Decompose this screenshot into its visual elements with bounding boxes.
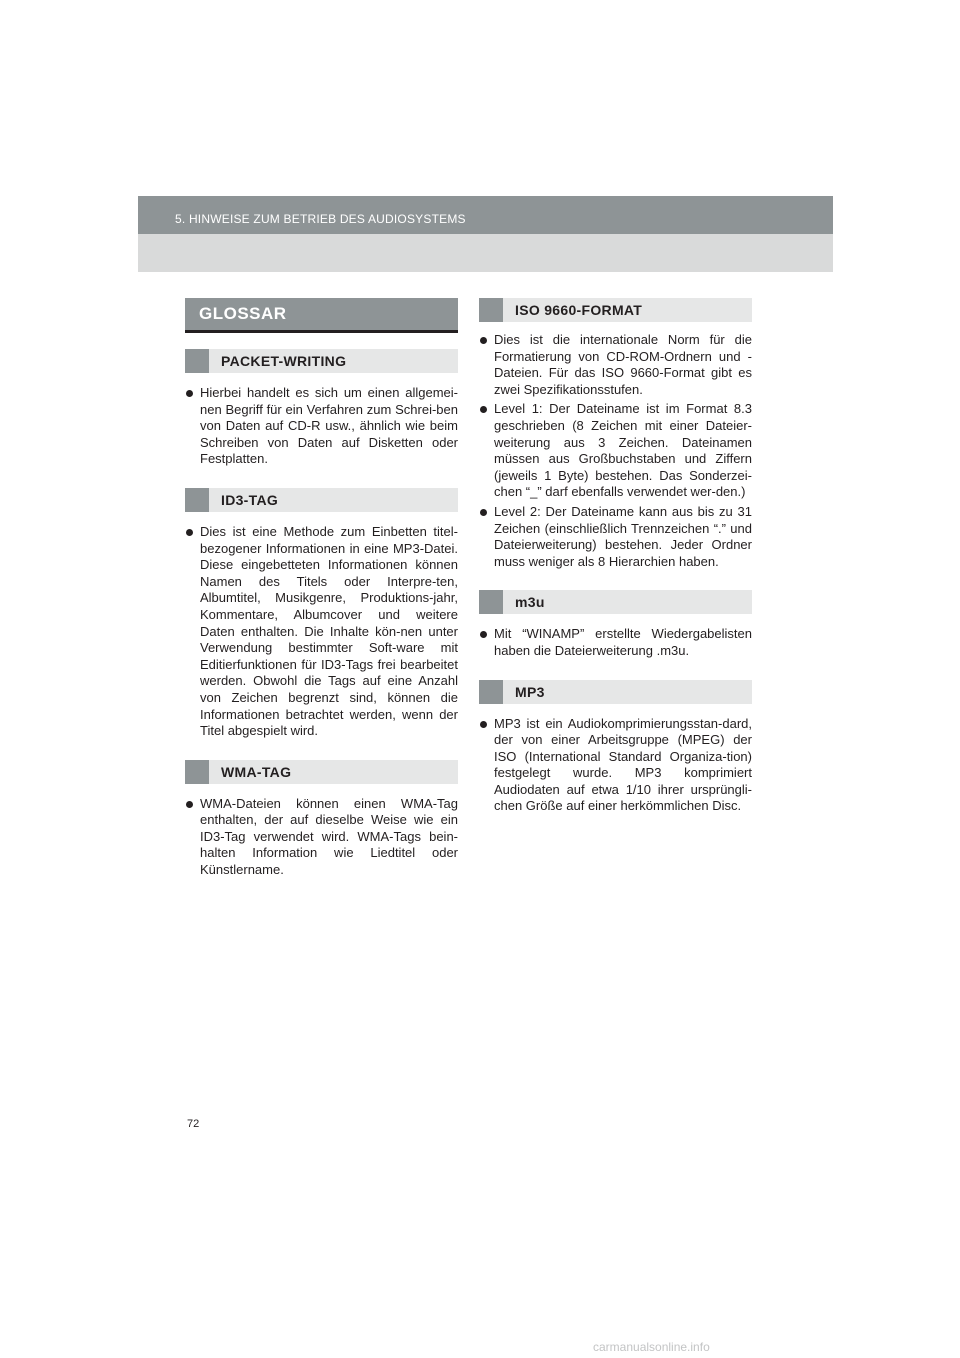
bullet-text: Level 1: Der Dateiname ist im Format 8.3 geschrieben (8 Zeichen mit einer Dateier-weiterung aus 3 Zeichen. Dateinamen müssen aus Großbuchstaben und Ziffern (jeweils 1 Byte) bestehen. Das Sonderzei-chen “_” darf ebenfalls verwendet wer-den.)	[494, 401, 752, 500]
heading-marker	[185, 488, 209, 512]
section-heading-label: MP3	[515, 683, 545, 700]
bullet-icon	[480, 337, 487, 344]
list-item	[479, 401, 752, 501]
bullet-text: Dies ist die internationale Norm für die Formatierung von CD-ROM-Ordnern und -Dateien. Für das ISO 9660-Format gibt es zwei Spezifikationsstufen.	[494, 332, 752, 397]
section-heading-packet-writing	[185, 349, 458, 373]
section-heading-m3u	[479, 590, 752, 614]
heading-marker	[479, 590, 503, 614]
bullet-icon	[480, 406, 487, 413]
list-item	[479, 626, 752, 659]
list-item	[479, 716, 752, 816]
heading-marker	[479, 298, 503, 322]
list-item	[479, 504, 752, 570]
heading-marker	[185, 349, 209, 373]
glossar-heading	[185, 298, 458, 333]
bullet-icon	[186, 529, 193, 536]
bullet-icon	[480, 509, 487, 516]
section-heading-label: ID3-TAG	[221, 491, 279, 508]
bullet-icon	[186, 390, 193, 397]
bullet-text: Hierbei handelt es sich um einen allgemei-nen Begriff für ein Verfahren zum Schrei-ben von Daten auf CD-R usw., ähnlich wie beim Schreiben von Daten auf Disketten oder Festplatten.	[200, 385, 458, 467]
bullet-text: WMA-Dateien können einen WMA-Tag enthalten, der auf dieselbe Weise wie ein ID3-Tag verwendet wird. WMA-Tags bein-halten Information wie Liedtitel oder Künstlername.	[200, 795, 458, 878]
bullet-text: Mit “WINAMP” erstellte Wiedergabelisten haben die Dateierweiterung .m3u.	[494, 626, 752, 658]
bullet-icon	[186, 801, 193, 808]
list-item	[479, 332, 752, 398]
list-item	[185, 385, 458, 468]
section-heading-mp3	[479, 680, 752, 704]
section-heading-label: m3u	[515, 594, 545, 611]
page-number: 72	[187, 1118, 200, 1130]
bullet-icon	[480, 721, 487, 728]
list-item	[185, 524, 458, 740]
heading-marker	[479, 680, 503, 704]
left-column	[185, 298, 458, 879]
section-heading-wma-tag	[185, 760, 458, 784]
section-heading-iso-9660	[479, 298, 752, 322]
section-heading-id3-tag	[185, 488, 458, 512]
section-heading-label: ISO 9660-FORMAT	[515, 302, 643, 318]
bullet-text: MP3 ist ein Audiokomprimierungsstan-dard, der von einer Arbeitsgruppe (MPEG) der ISO (International Standard Organiza-tion) festgelegt wurde. MP3 komprimiert Audiodaten auf etwa 1/10 ihrer ursprüngli-chen Größe auf einer herkömmlichen Disc.	[494, 715, 752, 814]
section-heading-label: WMA-TAG	[221, 763, 292, 780]
watermark: carmanualsonline.info	[593, 1340, 710, 1354]
section-heading-label: PACKET-WRITING	[221, 353, 347, 369]
right-column	[479, 298, 752, 815]
bullet-text: Dies ist eine Methode zum Einbetten titel-bezogener Informationen in eine MP3-Datei. Diese eingebetteten Informationen können Namen des Titels oder Interpre-ten, Albumtitel, Musikgenre, Produktions-jahr, Kommentare, Albumcover und weitere Daten enthalten. Die Inhalte kön-nen unter Verwendung bestimmter Soft-ware mit Editierfunktionen für ID3-Tags frei bearbeitet werden. Obwohl die Tags auf eine Anzahl von Zeichen begrenzt sind, können die Informationen betrachtet werden, wenn der Titel abgespielt wird.	[200, 523, 458, 739]
heading-marker	[185, 760, 209, 784]
chapter-header-band	[138, 196, 833, 272]
chapter-title: 5. HINWEISE ZUM BETRIEB DES AUDIOSYSTEMS	[175, 212, 466, 226]
list-item	[185, 796, 458, 879]
bullet-text: Level 2: Der Dateiname kann aus bis zu 31 Zeichen (einschließlich Trennzeichen “.” und Dateierweiterung) bestehen. Jeder Ordner muss weniger als 8 Hierarchien haben.	[494, 503, 752, 569]
glossar-title: GLOSSAR	[199, 304, 287, 323]
bullet-icon	[480, 631, 487, 638]
